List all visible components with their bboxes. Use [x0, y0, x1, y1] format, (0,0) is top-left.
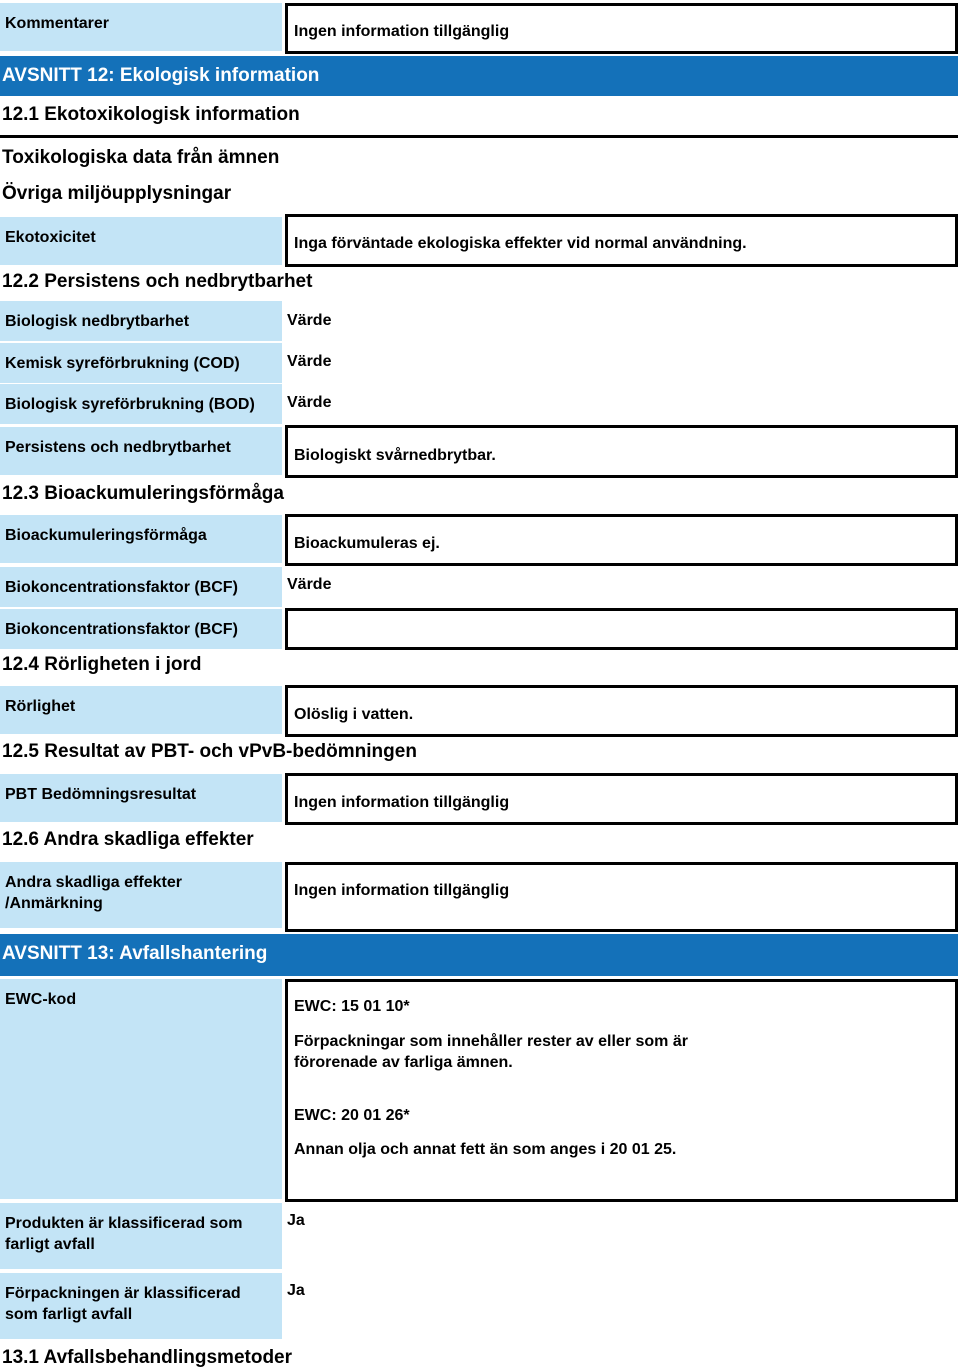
subsection-12-1-title: 12.1 Ekotoxikologisk information [2, 104, 300, 125]
subsection-12-3-title: 12.3 Bioackumuleringsförmåga [2, 483, 284, 504]
bcf-value: Värde [287, 576, 332, 593]
ecotoxicity-value: Inga förväntade ekologiska effekter vid normal användning. [285, 214, 958, 267]
bioaccumulation-label: Bioackumuleringsförmåga [0, 515, 282, 563]
ecotoxicity-label: Ekotoxicitet [0, 217, 282, 265]
product-hazardous-label: Produkten är klassificerad som farligt avfall [0, 1203, 282, 1269]
subsection-12-6-title: 12.6 Andra skadliga effekter [2, 829, 254, 850]
bioaccumulation-value: Bioackumuleras ej. [285, 514, 958, 566]
section-13-header: AVSNITT 13: Avfallshantering [0, 934, 958, 976]
section-12-header: AVSNITT 12: Ekologisk information [0, 56, 958, 96]
tox-data-title: Toxikologiska data från ämnen [2, 147, 280, 168]
persistence-label: Persistens och nedbrytbarhet [0, 427, 282, 475]
pbt-label: PBT Bedömningsresultat [0, 774, 282, 822]
subsection-12-2-title: 12.2 Persistens och nedbrytbarhet [2, 271, 313, 292]
bcf-value-2 [285, 608, 958, 650]
other-env-title: Övriga miljöupplysningar [2, 183, 232, 204]
pbt-value: Ingen information tillgänglig [285, 773, 958, 825]
comments-value: Ingen information tillgänglig [285, 3, 958, 54]
packaging-hazardous-value: Ja [287, 1282, 305, 1299]
bcf-label: Biokoncentrationsfaktor (BCF) [0, 567, 282, 607]
ewc-desc-1-line1: Förpackningar som innehåller rester av eller som är [294, 1033, 688, 1050]
subsection-12-5-title: 12.5 Resultat av PBT- och vPvB-bedömningen [2, 741, 417, 762]
cod-value: Värde [287, 353, 332, 370]
bcf-label-2: Biokoncentrationsfaktor (BCF) [0, 609, 282, 649]
ewc-value [285, 979, 958, 1202]
cod-label: Kemisk syreförbrukning (COD) [0, 343, 282, 383]
persistence-value: Biologiskt svårnedbrytbar. [285, 425, 958, 478]
ewc-code-2: EWC: 20 01 26* [294, 1107, 410, 1124]
ewc-desc-2: Annan olja och annat fett än som anges i 20 01 25. [294, 1141, 677, 1158]
comments-label: Kommentarer [0, 3, 282, 51]
ewc-label: EWC-kod [0, 979, 282, 1199]
divider-line [0, 135, 958, 138]
ewc-code-1: EWC: 15 01 10* [294, 998, 410, 1015]
bod-label: Biologisk syreförbrukning (BOD) [0, 384, 282, 424]
subsection-13-1-title: 13.1 Avfallsbehandlingsmetoder [2, 1347, 293, 1368]
mobility-label: Rörlighet [0, 686, 282, 734]
other-effects-label: Andra skadliga effekter /Anmärkning [0, 862, 282, 928]
subsection-12-4-title: 12.4 Rörligheten i jord [2, 654, 202, 675]
biodegradability-value: Värde [287, 312, 332, 329]
other-effects-value: Ingen information tillgänglig [285, 862, 958, 932]
product-hazardous-value: Ja [287, 1212, 305, 1229]
mobility-value: Olöslig i vatten. [285, 685, 958, 737]
bod-value: Värde [287, 394, 332, 411]
biodegradability-label: Biologisk nedbrytbarhet [0, 301, 282, 341]
packaging-hazardous-label: Förpackningen är klassificerad som farligt avfall [0, 1273, 282, 1339]
ewc-desc-1-line2: förorenade av farliga ämnen. [294, 1054, 513, 1071]
